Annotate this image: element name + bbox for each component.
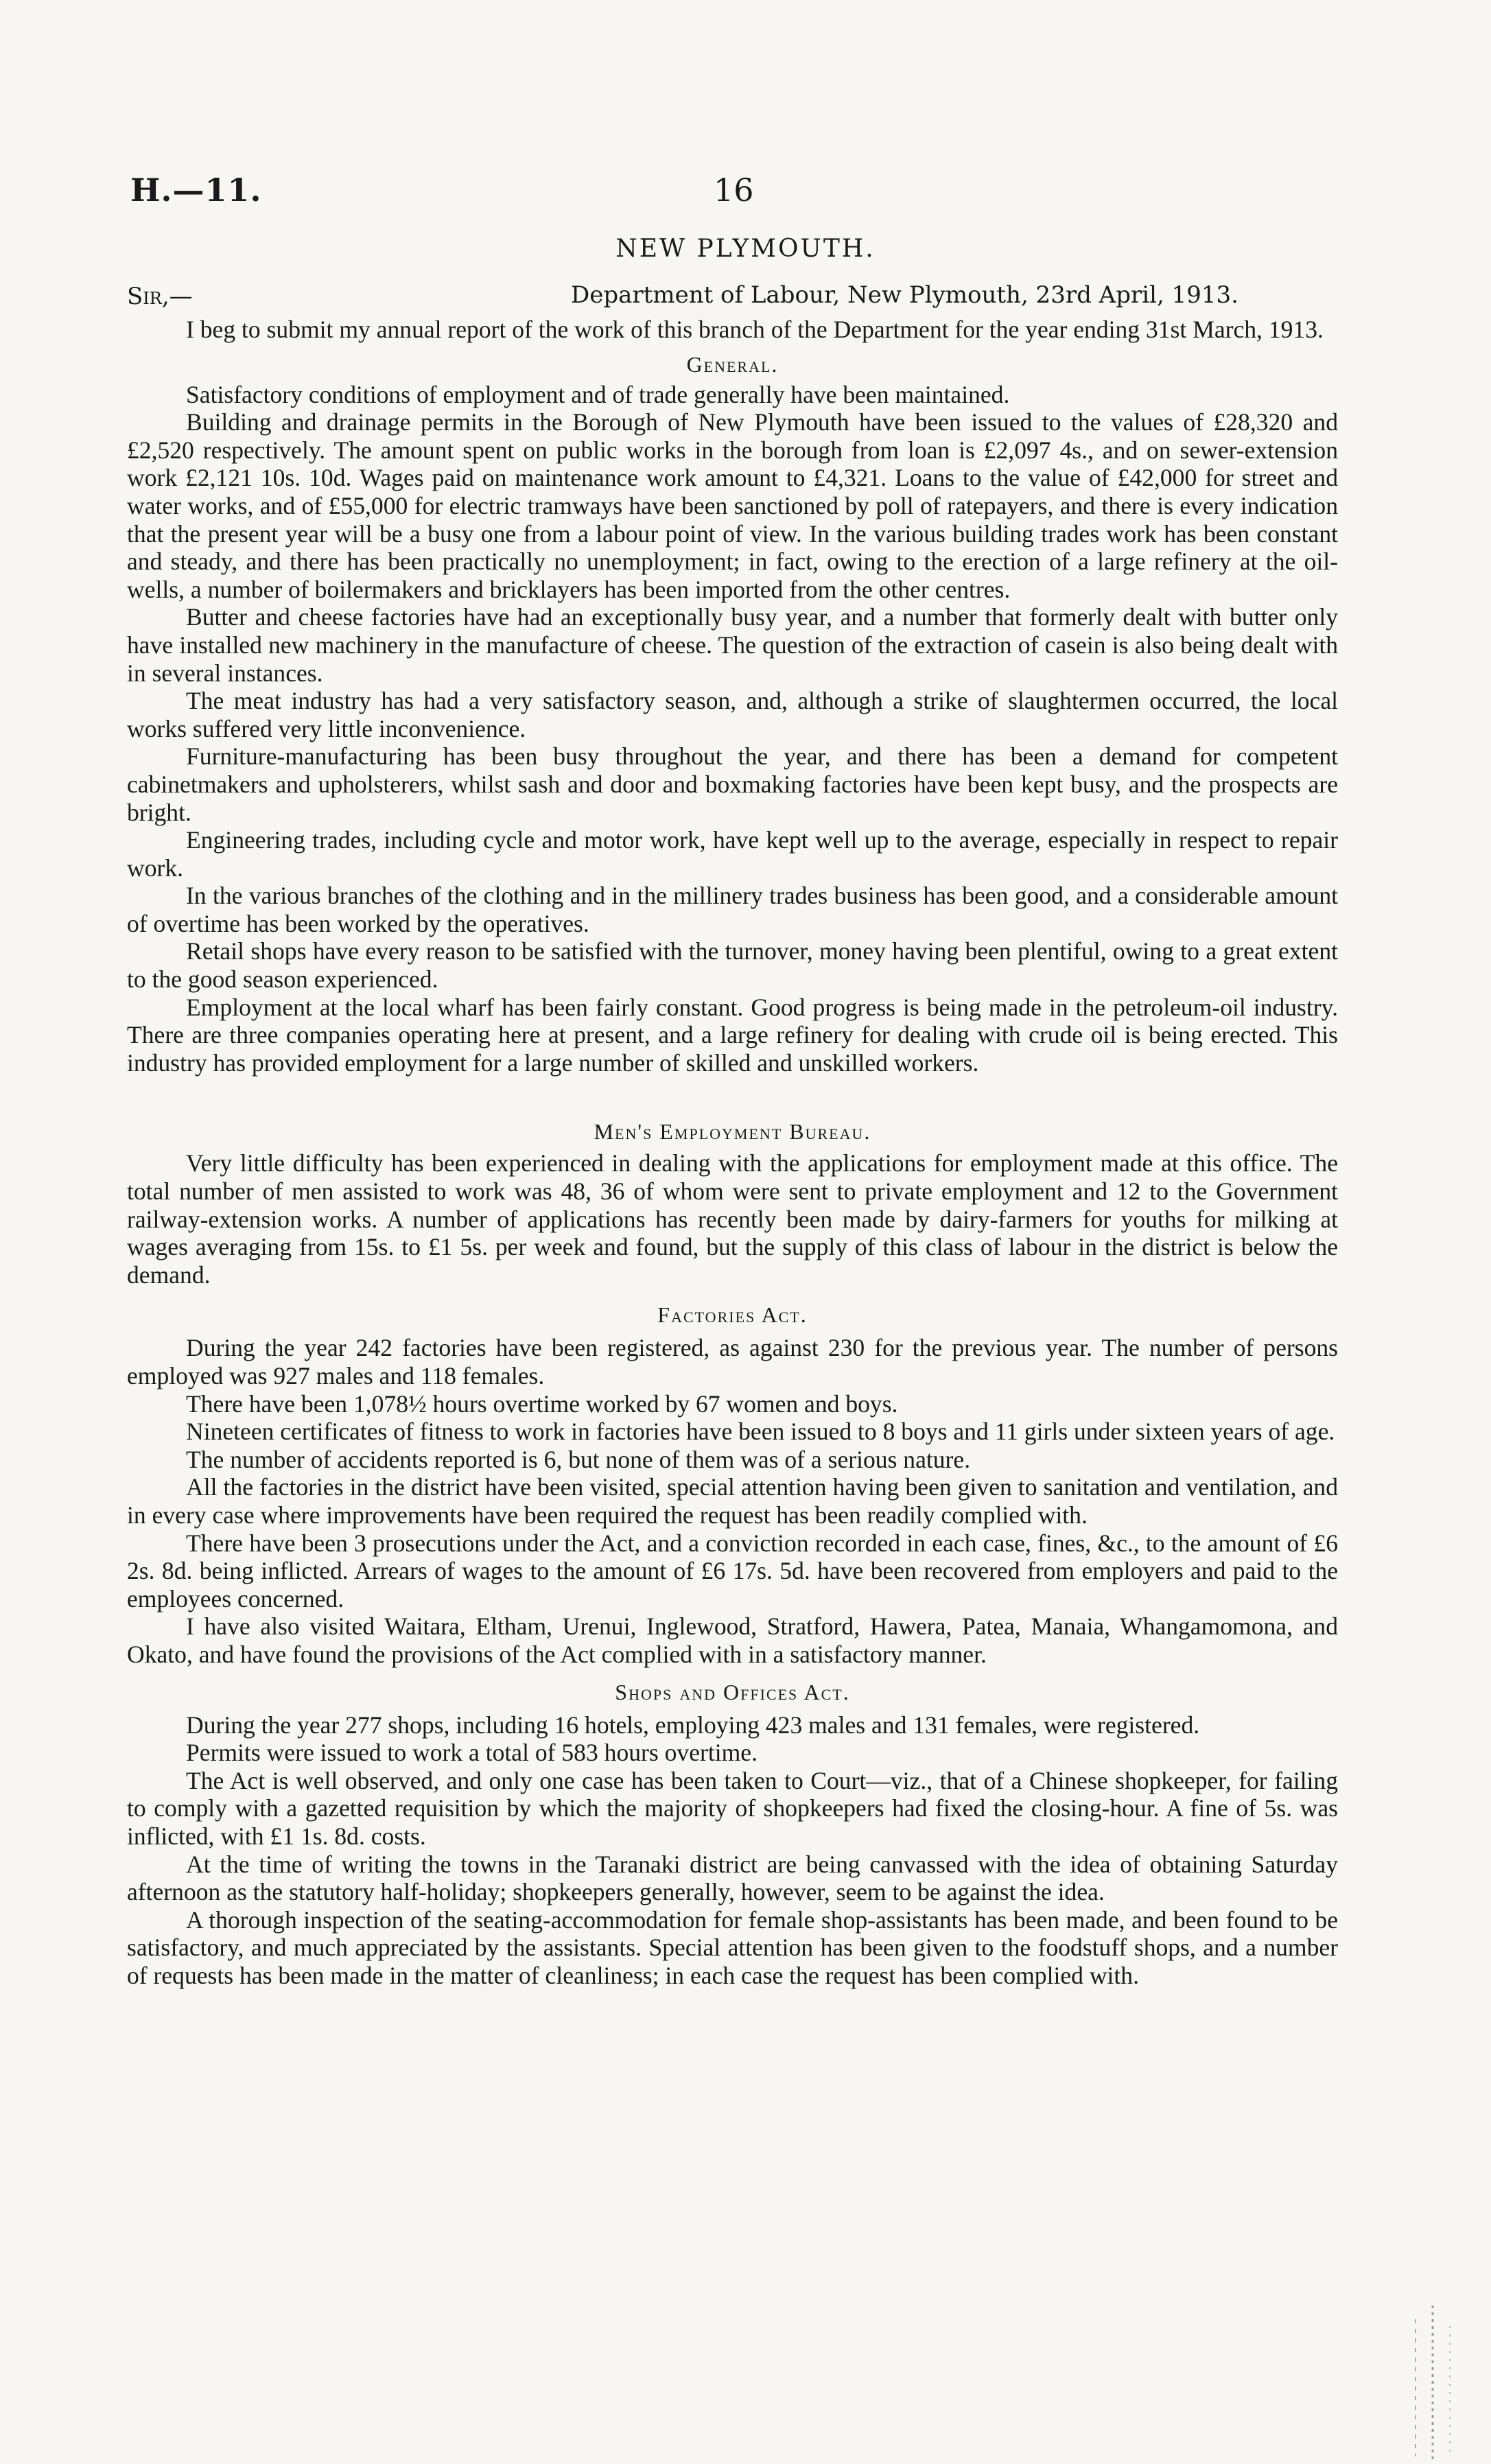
- paragraph: Retail shops have every reason to be satisfied with the turnover, money having been plentiful, owing to a great extent to the good season experienced.: [127, 937, 1338, 994]
- section-heading-factories: Factories Act.: [657, 1302, 808, 1328]
- dateline: Department of Labour, New Plymouth, 23rd April, 1913.: [571, 281, 1238, 309]
- paragraph: Engineering trades, including cycle and motor work, have kept well up to the average, especially in respect to repair work.: [127, 826, 1338, 882]
- paragraph: In the various branches of the clothing and in the millinery trades business has been good, and a considerable amount of overtime has been worked by the operatives.: [127, 882, 1338, 937]
- section-heading-shops: Shops and Offices Act.: [615, 1679, 850, 1704]
- paragraph: A thorough inspection of the seating-accommodation for female shop-assistants has been made, and been found to be satisfactory, and much appreciated by the assistants. Special attention has been given to the foodstuff shops, and a number of requests has been made in the matter of cleanliness; in each case the request has been complied with.: [127, 1905, 1338, 1989]
- document-reference: H.—11.: [130, 172, 262, 209]
- salutation: Sir,—: [127, 283, 193, 310]
- paragraph: The Act is well observed, and only one case has been taken to Court—viz., that of a Chinese shopkeeper, for failing to comply with a gazetted requisition by which the majority of shopkeepers had fixed the closing-hour. A fine of 5s. was inflicted, with £1 1s. 8d. costs.: [127, 1766, 1338, 1850]
- paragraph: I have also visited Waitara, Eltham, Urenui, Inglewood, Stratford, Hawera, Patea, Manaia, Whangamomona, and Okato, and have found the provisions of the Act complied with in a satisfactory manner.: [127, 1612, 1338, 1668]
- page-title: NEW PLYMOUTH.: [615, 235, 876, 263]
- scan-edge-marks: [1395, 2305, 1464, 2463]
- paragraph: Employment at the local wharf has been fairly constant. Good progress is being made in the petroleum-oil industry. There are three companies operating here at present, and a large refinery for dealing with crude oil is being erected. This industry has provided employment for a large number of skilled and unskilled workers.: [127, 993, 1338, 1077]
- paragraph: Satisfactory conditions of employment and of trade generally have been maintained.: [186, 380, 1010, 408]
- paragraph: At the time of writing the towns in the Taranaki district are being canvassed with the idea of obtaining Saturday afternoon as the statutory half-holiday; shopkeepers generally, however, seem to be against the idea.: [127, 1850, 1338, 1906]
- paragraph: Furniture-manufacturing has been busy throughout the year, and there has been a demand for competent cabinetmakers and upholsterers, whilst sash and door and boxmaking factories have been kept busy, and the prospects are bright.: [127, 742, 1338, 826]
- report-body: [127, 316, 1338, 1989]
- paragraph: All the factories in the district have been visited, special attention having been given to sanitation and ventilation, and in every case where improvements have been required the request has been readily complied with.: [127, 1473, 1338, 1529]
- section-heading-bureau: Men's Employment Bureau.: [594, 1119, 871, 1145]
- paragraph: Very little difficulty has been experienced in dealing with the applications for employment made at this office. The total number of men assisted to work was 48, 36 of whom were sent to private employment and 12 to the Government railway-extension works. A number of applications has recently been made by dairy-farmers for youths for milking at wages averaging from 15s. to £1 5s. per week and found, but the supply of this class of labour in the district is below the demand.: [127, 1149, 1338, 1289]
- paragraph: The number of accidents reported is 6, but none of them was of a serious nature.: [186, 1445, 971, 1473]
- paragraph: Permits were issued to work a total of 583 hours overtime.: [186, 1739, 758, 1767]
- paragraph: The meat industry has had a very satisfactory season, and, although a strike of slaughtermen occurred, the local works suffered very little inconvenience.: [127, 687, 1338, 742]
- intro-paragraph: I beg to submit my annual report of the work of this branch of the Department for the year ending 31st March, 1913.: [186, 316, 1324, 343]
- page-number: 16: [714, 172, 754, 209]
- paragraph: During the year 277 shops, including 16 hotels, employing 423 males and 131 females, were registered.: [186, 1711, 1200, 1739]
- paragraph: There have been 3 prosecutions under the Act, and a conviction recorded in each case, fines, &c., to the amount of £6 2s. 8d. being inflicted. Arrears of wages to the amount of £6 17s. 5d. have been recovered from employers and paid to the employees concerned.: [127, 1529, 1338, 1612]
- paragraph: Building and drainage permits in the Borough of New Plymouth have been issued to the values of £28,320 and £2,520 respectively. The amount spent on public works in the borough from loan is £2,097 4s., and on sewer-extension work £2,121 10s. 10d. Wages paid on maintenance work amount to £4,321. Loans to the value of £42,000 for street and water works, and of £55,000 for electric tramways have been sanctioned by poll of ratepayers, and there is every indication that the present year will be a busy one from a labour point of view. In the various building trades work has been constant and steady, and there has been practically no unemployment; in fact, owing to the erection of a large refinery at the oil-wells, a number of boilermakers and bricklayers has been imported from the other centres.: [127, 408, 1338, 603]
- paragraph: Nineteen certificates of fitness to work in factories have been issued to 8 boys and 11 girls under sixteen years of age.: [186, 1418, 1335, 1446]
- paragraph: There have been 1,078½ hours overtime worked by 67 women and boys.: [186, 1389, 898, 1418]
- paragraph: During the year 242 factories have been registered, as against 230 for the previous year. The number of persons employed was 927 males and 118 females.: [127, 1334, 1338, 1389]
- section-heading-general: General.: [686, 351, 779, 377]
- paragraph: Butter and cheese factories have had an exceptionally busy year, and a number that formerly dealt with butter only have installed new machinery in the manufacture of cheese. The question of the extraction of casein is also being dealt with in several instances.: [127, 603, 1338, 687]
